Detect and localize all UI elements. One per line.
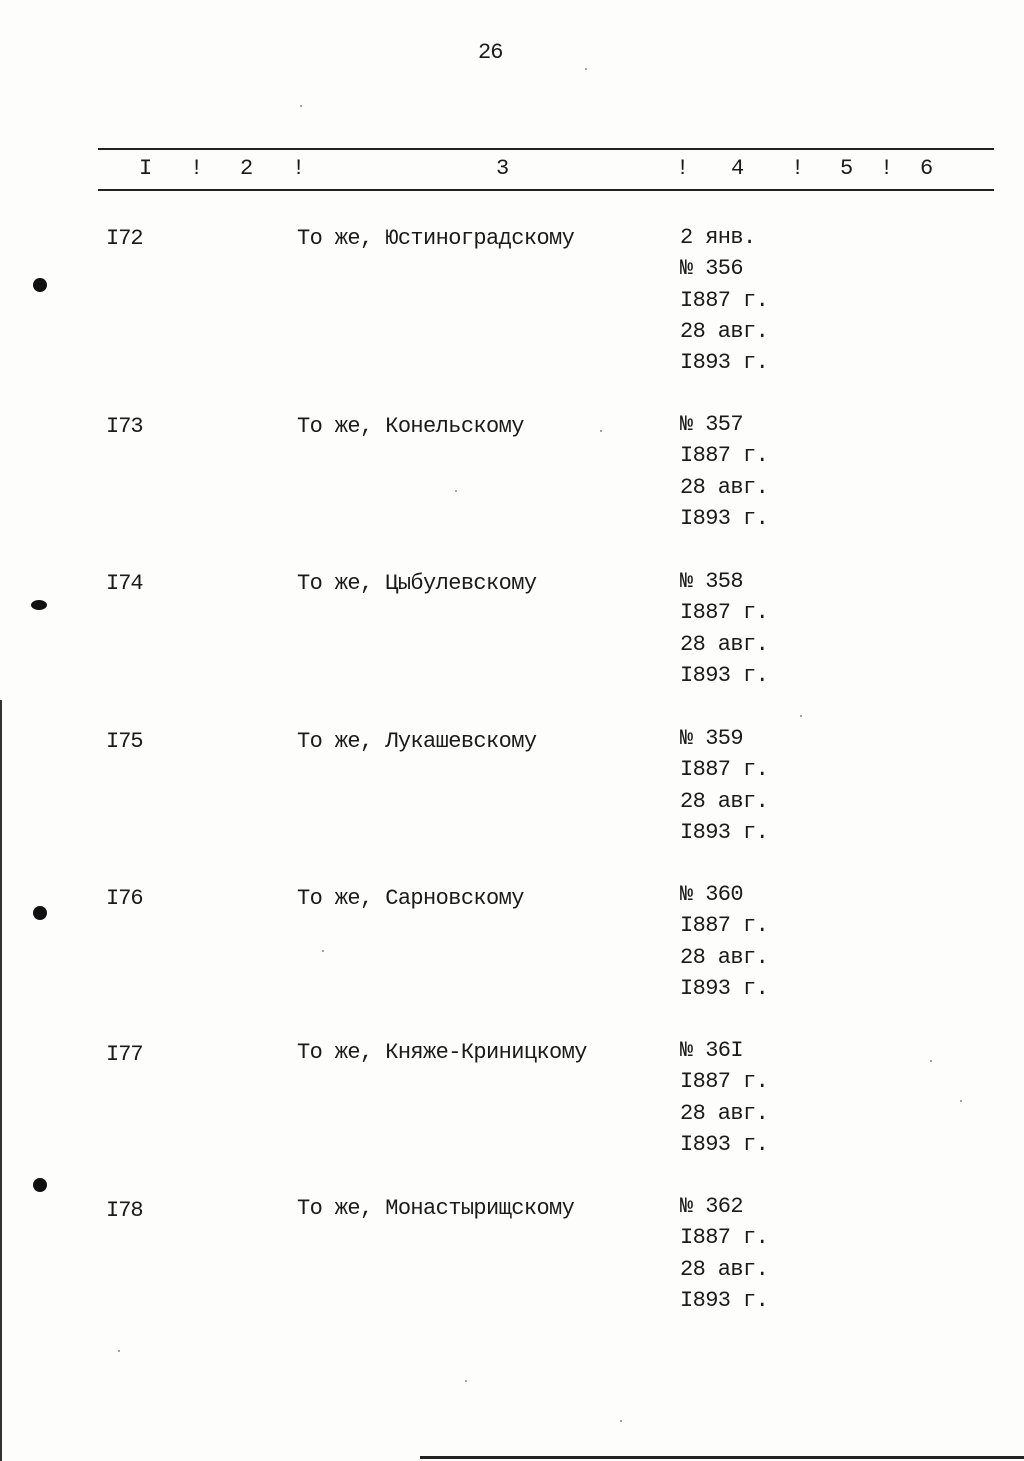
row-dates [680,566,768,691]
date-line: № 360 [680,882,744,907]
header-col-3: 3 [496,156,510,181]
header-col-1: I [139,156,153,181]
date-line: № 357 [680,412,744,437]
row-number: I78 [106,1198,143,1223]
date-line: 28 авг. [680,318,769,344]
row-number: I75 [106,729,143,754]
date-line: I887 г. [680,443,769,469]
row-dates [680,1035,768,1160]
row-dates [680,879,768,1004]
header-col-5: 5 [840,156,854,181]
date-line: I893 г. [680,662,769,688]
header-separator: ! [190,156,204,181]
punch-hole-icon [31,600,47,610]
row-description: То же, Юстиноградскому [297,226,575,251]
date-line: 28 авг. [680,788,769,814]
scan-speck [465,1380,467,1382]
date-line: 28 авг. [680,944,769,970]
punch-hole-icon [33,1178,47,1192]
row-number: I77 [106,1042,143,1067]
row-dates [680,723,768,848]
header-col-2: 2 [240,156,254,181]
date-line: I887 г. [680,913,769,939]
date-line: 2 янв. [680,225,756,250]
scan-speck [455,490,457,492]
date-line: № 36I [680,1038,744,1063]
page-edge [0,700,2,1461]
scan-speck [620,1420,622,1422]
header-col-4: 4 [731,156,745,181]
date-line: № 358 [680,569,744,594]
scan-speck [930,1060,932,1062]
header-separator: ! [292,156,306,181]
page-number: 26 [478,40,503,65]
date-line: 28 авг. [680,631,769,657]
date-line: 28 авг. [680,474,769,500]
footer-rule [420,1456,1024,1459]
date-line: I887 г. [680,287,769,313]
punch-hole-icon [33,278,47,292]
date-line: I887 г. [680,1069,769,1095]
date-line: I893 г. [680,350,769,376]
row-description: То же, Цыбулевскому [297,571,537,596]
punch-hole-icon [33,906,47,920]
scan-speck [322,950,324,952]
row-description: То же, Конельскому [297,414,524,439]
scan-speck [800,715,802,717]
date-line: I893 г. [680,819,769,845]
scan-speck [300,105,302,107]
date-line: I893 г. [680,1131,769,1157]
row-number: I76 [106,886,143,911]
date-line: I887 г. [680,600,769,626]
date-line: № 362 [680,1194,744,1219]
row-description: То же, Княже-Криницкому [297,1040,587,1065]
table-top-rule [98,148,994,150]
date-line: I893 г. [680,505,769,531]
row-dates [680,1191,768,1316]
table-header-rule [98,189,994,191]
date-line: № 359 [680,726,744,751]
date-line: 28 авг. [680,1100,769,1126]
header-separator: ! [676,156,690,181]
scan-speck [585,68,587,70]
date-line: 28 авг. [680,1256,769,1282]
date-line: I887 г. [680,757,769,783]
date-line: I893 г. [680,975,769,1001]
date-line: I893 г. [680,1287,769,1313]
row-dates [680,222,768,378]
header-separator: ! [880,156,894,181]
scan-speck [118,1350,120,1352]
row-description: То же, Лукашевскому [297,729,537,754]
row-number: I73 [106,414,143,439]
date-line: I887 г. [680,1225,769,1251]
scan-speck [960,1100,962,1102]
row-number: I72 [106,226,143,251]
row-description: То же, Монастырищскому [297,1196,575,1221]
header-col-6: 6 [920,156,934,181]
scan-speck [600,430,602,432]
row-description: То же, Сарновскому [297,886,524,911]
row-dates [680,409,768,534]
date-line: № 356 [680,256,744,282]
header-separator: ! [791,156,805,181]
row-number: I74 [106,571,143,596]
